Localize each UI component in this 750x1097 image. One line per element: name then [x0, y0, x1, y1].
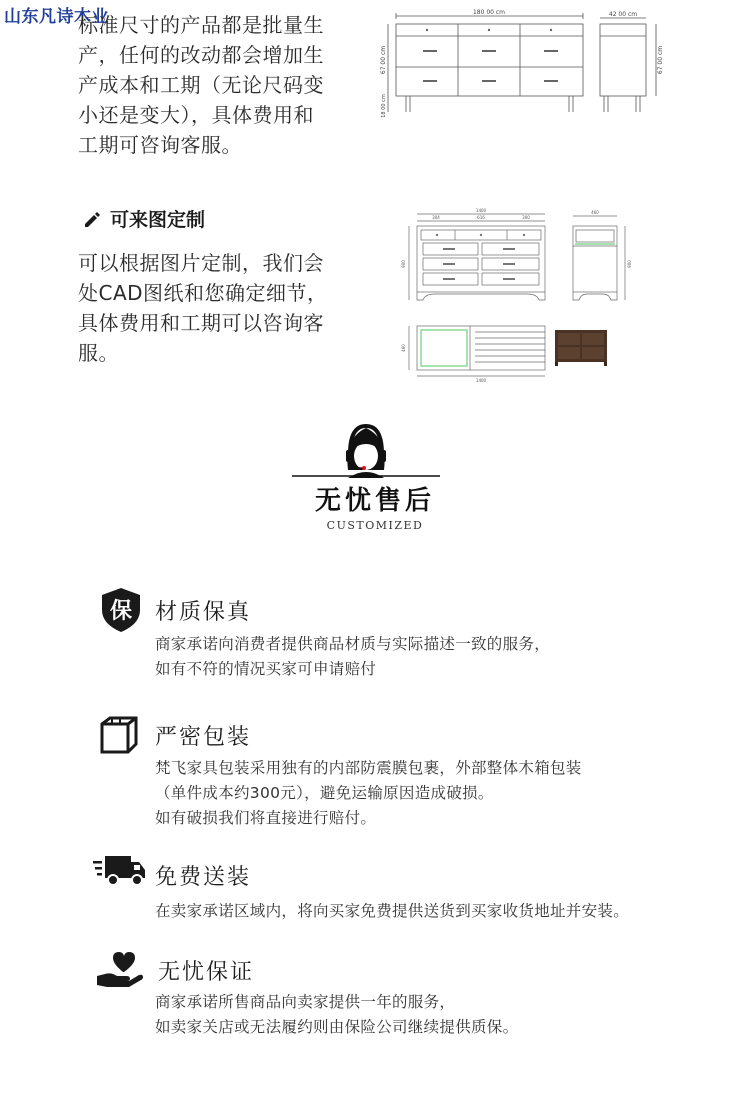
- customer-service-agent-icon: [292, 418, 440, 480]
- depth-dimension-label: 42 00 cm: [608, 11, 638, 18]
- dresser-photo: [555, 330, 607, 366]
- paragraph-line: 小还是变大），具体费用和: [78, 103, 314, 127]
- service-desc-line: （单件成本约300元），避免运输原因造成破损。: [155, 784, 494, 802]
- service-desc-delivery: [155, 899, 629, 924]
- width-dimension-label: 180 00 cm: [472, 9, 506, 16]
- paragraph-line: 产成本和工期（无论尺码变: [78, 73, 324, 97]
- package-box-icon: [98, 714, 140, 756]
- custom-design-heading-text: 可来图定制: [110, 209, 206, 231]
- service-desc-guarantee: [155, 990, 518, 1040]
- paragraph-line: 具体费用和工期可以咨询客: [78, 311, 324, 335]
- shop-watermark: 山东凡诗木业: [4, 7, 109, 27]
- sub-dimension-label: 300: [522, 215, 530, 220]
- service-desc-line: 在卖家承诺区域内，将向买家免费提供送货到买家收货地址并安装。: [155, 902, 630, 920]
- service-desc-line: 梵飞家具包装采用独有的内部防震膜包裹，外部整体木箱包装: [155, 759, 582, 777]
- height-dimension-label: 900: [401, 260, 406, 268]
- leg-dimension-label: 18 00 cm: [381, 94, 387, 118]
- service-desc-line: 商家承诺所售商品向卖家提供一年的服务，: [155, 993, 456, 1011]
- service-desc-line: 如有破损我们将直接进行赔付。: [155, 809, 377, 827]
- paragraph-line: 服。: [78, 341, 119, 365]
- shield-icon-char: 保: [109, 599, 133, 624]
- cad-drawing: [395, 208, 645, 383]
- heart-hand-icon: [95, 950, 145, 990]
- dresser-dimension-drawing: [378, 8, 678, 120]
- service-title-material: 材质保真: [155, 600, 252, 625]
- service-title-delivery: 免费送装: [155, 865, 252, 890]
- shield-icon: [100, 586, 142, 634]
- service-title-guarantee: 无忧保证: [158, 960, 255, 985]
- service-desc-line: 如有不符的情况买家可申请赔付: [155, 660, 377, 678]
- pencil-icon: [82, 209, 102, 229]
- paragraph-line: 标准尺寸的产品都是批量生: [78, 13, 324, 37]
- service-desc-material: [155, 632, 550, 682]
- custom-design-paragraph: [78, 248, 338, 368]
- side-top-dimension-label: 460: [591, 210, 599, 215]
- plan-dimension-label: 1400: [475, 378, 487, 383]
- after-sales-title: 无忧售后: [314, 486, 435, 516]
- side-height-dimension-label: 900: [627, 260, 632, 268]
- height-dimension-label: 67 00 cm: [380, 45, 387, 75]
- paragraph-line: 可以根据图片定制，我们会: [78, 251, 324, 275]
- service-desc-line: 如卖家关店或无法履约则由保险公司继续提供质保。: [155, 1018, 519, 1036]
- service-title-packaging: 严密包装: [155, 725, 252, 750]
- plan-side-dimension-label: 460: [401, 344, 406, 352]
- standard-size-paragraph: [78, 10, 338, 160]
- after-sales-subtitle: CUSTOMIZED: [326, 519, 424, 532]
- sub-dimension-label: 616: [477, 215, 485, 220]
- sub-dimension-label: 304: [432, 215, 440, 220]
- paragraph-line: 处CAD图纸和您确定细节，: [78, 281, 328, 305]
- side-height-dimension-label: 67 00 cm: [657, 45, 664, 75]
- top-dimension-label: 1400: [475, 208, 487, 213]
- paragraph-line: 工期可咨询客服。: [78, 133, 242, 157]
- service-desc-line: 商家承诺向消费者提供商品材质与实际描述一致的服务，: [155, 635, 551, 653]
- service-desc-packaging: [155, 756, 582, 831]
- custom-design-heading: [82, 205, 205, 232]
- paragraph-line: 产，任何的改动都会增加生: [78, 43, 324, 67]
- delivery-truck-icon: [93, 852, 147, 888]
